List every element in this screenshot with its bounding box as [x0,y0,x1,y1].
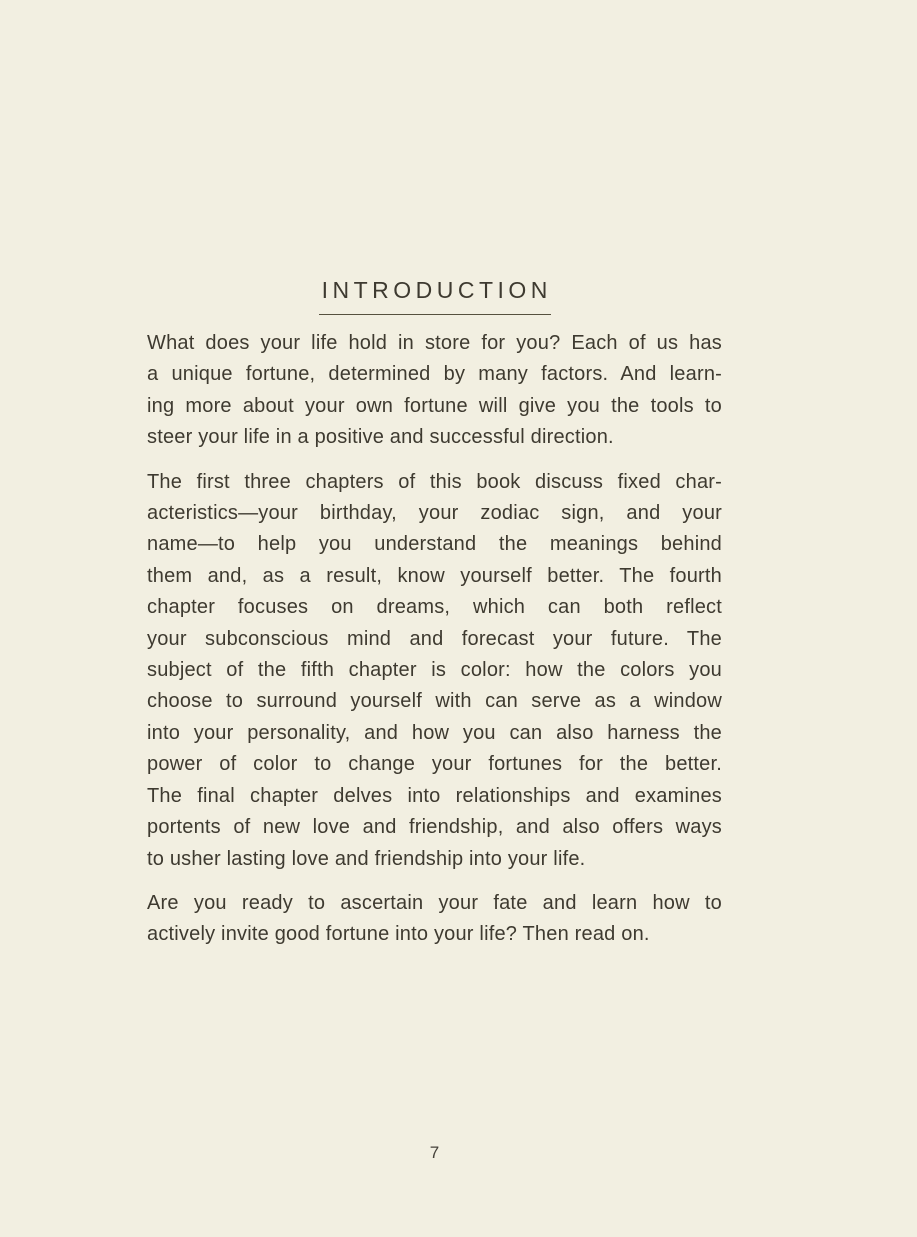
paragraph-line: actively invite good fortune into your life? Then read on. [147,923,650,946]
paragraph-line: The final chapter delves into relationships and examines [147,784,722,807]
paragraph-line: portents of new love and friendship, and also offers ways [147,816,722,839]
paragraph-line: choose to surround yourself with can serve as a window [147,690,722,713]
page-number: 7 [429,1143,440,1162]
paragraph-line: a unique fortune, determined by many factors. And learn- [147,363,722,386]
paragraph-line: name—to help you understand the meanings behind [147,533,722,556]
paragraph-line: them and, as a result, know yourself better. The fourth [147,564,722,587]
paragraph-line: What does your life hold in store for you? Each of us has [147,332,722,354]
intro-paragraph-3 [147,888,722,951]
paragraph-line: subject of the fifth chapter is color: how the colors you [147,659,722,682]
heading-underline [319,314,551,315]
paragraph-line: your subconscious mind and forecast your future. The [147,627,722,650]
intro-paragraph-2 [147,467,722,875]
paragraph-line: The first three chapters of this book discuss fixed char- [147,470,722,493]
page-content [147,277,722,951]
intro-paragraph-1 [147,328,722,454]
paragraph-line: acteristics—your birthday, your zodiac sign, and your [147,502,722,525]
paragraph-line: steer your life in a positive and successful direction. [147,426,614,449]
paragraph-line: chapter focuses on dreams, which can both reflect [147,596,722,619]
paragraph-line: Are you ready to ascertain your fate and learn how to [147,891,722,914]
chapter-heading: INTRODUCTION [321,277,552,303]
paragraph-line: ing more about your own fortune will give you the tools to [147,394,722,417]
paragraph-line: power of color to change your fortunes for the better. [147,753,722,776]
paragraph-line: into your personality, and how you can also harness the [147,721,722,744]
paragraph-line: to usher lasting love and friendship into your life. [147,847,586,870]
